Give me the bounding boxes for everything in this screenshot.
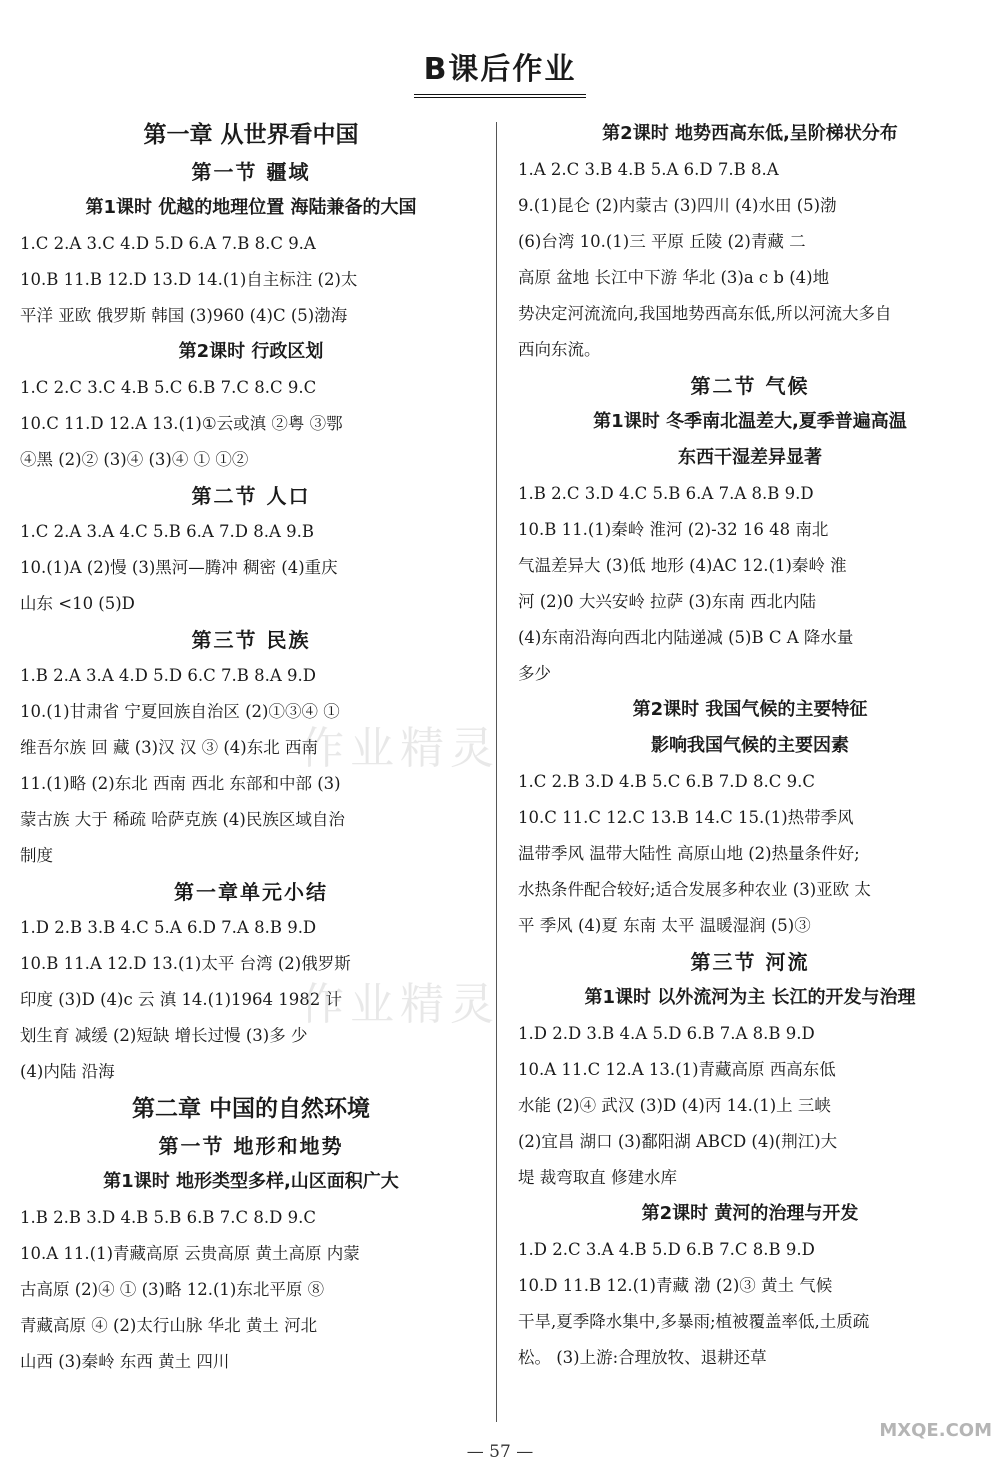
answer-line: 10.A 11.(1)青藏高原 云贵高原 黄土高原 内蒙 [20, 1244, 360, 1263]
answer-line: 10.(1)A (2)慢 (3)黑河—腾冲 稠密 (4)重庆 [20, 558, 338, 577]
answer-line: 青藏高原 ④ (2)太行山脉 华北 黄土 河北 [20, 1316, 318, 1335]
answer-line: (2)宜昌 湖口 (3)鄱阳湖 ABCD (4)(荆江)大 [518, 1132, 838, 1151]
answer-line: 1.D 2.B 3.B 4.C 5.A 6.D 7.A 8.B 9.D [20, 918, 317, 937]
answer-line: 1.A 2.C 3.B 4.B 5.A 6.D 7.B 8.A [518, 160, 779, 179]
answer-line: 1.B 2.C 3.D 4.C 5.B 6.A 7.A 8.B 9.D [518, 484, 814, 503]
answer-line: 10.C 11.C 12.C 13.B 14.C 15.(1)热带季风 [518, 808, 854, 827]
answer-line: 水热条件配合较好;适合发展多种农业 (3)亚欧 太 [518, 880, 871, 899]
lesson-heading: 第1课时 地形类型多样,山区面积广大 [103, 1171, 399, 1192]
lesson-heading: 影响我国气候的主要因素 [651, 735, 849, 756]
answer-line: 平 季风 (4)夏 东南 太平 温暖湿润 (5)③ [518, 916, 811, 935]
answer-line: 10.B 11.(1)秦岭 淮河 (2)-32 16 48 南北 [518, 520, 829, 539]
answer-line: 1.D 2.C 3.A 4.B 5.D 6.B 7.C 8.B 9.D [518, 1240, 815, 1259]
answer-line: 10.B 11.B 12.D 13.D 14.(1)自主标注 (2)太 [20, 270, 358, 289]
answer-line: 10.(1)甘肃省 宁夏回族自治区 (2)①③④ ① [20, 702, 340, 721]
answer-line: 水能 (2)④ 武汉 (3)D (4)丙 14.(1)上 三峡 [518, 1096, 831, 1115]
answer-line: 1.C 2.A 3.A 4.C 5.B 6.A 7.D 8.A 9.B [20, 522, 315, 541]
answer-line: 山西 (3)秦岭 东西 黄土 四川 [20, 1352, 230, 1371]
lesson-heading: 东西干湿差异显著 [678, 447, 822, 468]
answer-line: 河 (2)0 大兴安岭 拉萨 (3)东南 西北内陆 [518, 592, 816, 611]
answer-line: 1.C 2.B 3.D 4.B 5.C 6.B 7.D 8.C 9.C [518, 772, 815, 791]
section-heading: 第二节 气候 [690, 374, 810, 398]
watermark: 作业精灵 [300, 723, 500, 774]
section-heading: 第一节 疆域 [191, 160, 311, 184]
answer-line: 蒙古族 大于 稀疏 哈萨克族 (4)民族区域自治 [20, 810, 345, 829]
answer-line: 印度 (3)D (4)c 云 滇 14.(1)1964 1982 计 [20, 990, 343, 1009]
site-logo: MXQE.COM [879, 1420, 992, 1441]
answer-line: 维吾尔族 回 藏 (3)汉 汉 ③ (4)东北 西南 [20, 738, 318, 757]
lesson-heading: 第2课时 地势西高东低,呈阶梯状分布 [602, 123, 898, 144]
left-column [20, 116, 482, 1380]
lesson-heading: 第1课时 冬季南北温差大,夏季普遍高温 [593, 411, 907, 432]
answer-line: 多少 [518, 664, 551, 683]
answer-line: 山东 <10 (5)D [20, 594, 135, 613]
answer-line: 松。 (3)上游:合理放牧、退耕还草 [518, 1348, 767, 1367]
lesson-heading: 第2课时 行政区划 [178, 341, 324, 362]
answer-line: 10.A 11.C 12.A 13.(1)青藏高原 西高东低 [518, 1060, 836, 1079]
answer-line: 1.B 2.A 3.A 4.D 5.D 6.C 7.B 8.A 9.D [20, 666, 316, 685]
answer-line: 干旱,夏季降水集中,多暴雨;植被覆盖率低,土质疏 [518, 1312, 870, 1331]
answer-line: 1.D 2.D 3.B 4.A 5.D 6.B 7.A 8.B 9.D [518, 1024, 815, 1043]
answer-line: 势决定河流流向,我国地势西高东低,所以河流大多自 [518, 304, 892, 323]
answer-line: 平洋 亚欧 俄罗斯 韩国 (3)960 (4)C (5)渤海 [20, 306, 348, 325]
answer-line: 高原 盆地 长江中下游 华北 (3)a c b (4)地 [518, 268, 830, 287]
answer-line: 古高原 (2)④ ① (3)略 12.(1)东北平原 ⑧ [20, 1280, 325, 1299]
answer-line: 划生育 减缓 (2)短缺 增长过慢 (3)多 少 [20, 1026, 308, 1045]
answer-line: 温带季风 温带大陆性 高原山地 (2)热量条件好; [518, 844, 860, 863]
lesson-heading: 第1课时 优越的地理位置 海陆兼备的大国 [85, 197, 417, 218]
answer-line: 1.B 2.B 3.D 4.B 5.B 6.B 7.C 8.D 9.C [20, 1208, 316, 1227]
section-heading: 第一节 地形和地势 [158, 1134, 344, 1158]
answer-line: (4)东南沿海向西北内陆递减 (5)B C A 降水量 [518, 628, 854, 647]
answer-line: 9.(1)昆仑 (2)内蒙古 (3)四川 (4)水田 (5)渤 [518, 196, 837, 215]
section-heading: 第三节 民族 [191, 628, 311, 652]
answer-line: 制度 [20, 846, 53, 865]
watermark: 作业精灵 [300, 979, 500, 1030]
page-number: — 57 — [466, 1442, 534, 1462]
answer-line: 10.C 11.D 12.A 13.(1)①云或滇 ②粤 ③鄂 [20, 414, 343, 433]
answer-line: 堤 裁弯取直 修建水库 [518, 1168, 677, 1187]
section-heading: 第一章单元小结 [174, 880, 328, 904]
lesson-heading: 第1课时 以外流河为主 长江的开发与治理 [584, 987, 916, 1008]
answer-line: (6)台湾 10.(1)三 平原 丘陵 (2)青藏 二 [518, 232, 806, 251]
answer-line: 西向东流。 [518, 340, 601, 359]
page-title: B课后作业 [0, 44, 1000, 98]
right-column [518, 116, 982, 1376]
column-divider [496, 122, 497, 1422]
answer-line: 气温差异大 (3)低 地形 (4)AC 12.(1)秦岭 淮 [518, 556, 847, 575]
answer-line: (4)内陆 沿海 [20, 1062, 115, 1081]
answer-line: 11.(1)略 (2)东北 西南 西北 东部和中部 (3) [20, 774, 341, 793]
lesson-heading: 第2课时 我国气候的主要特征 [632, 699, 868, 720]
lesson-heading: 第2课时 黄河的治理与开发 [641, 1203, 859, 1224]
answer-line: 1.C 2.C 3.C 4.B 5.C 6.B 7.C 8.C 9.C [20, 378, 317, 397]
answer-line: 10.B 11.A 12.D 13.(1)太平 台湾 (2)俄罗斯 [20, 954, 351, 973]
section-heading: 第三节 河流 [690, 950, 810, 974]
answer-line: ④黑 (2)② (3)④ (3)④ ① ①② [20, 450, 249, 469]
answer-line: 10.D 11.B 12.(1)青藏 渤 (2)③ 黄土 气候 [518, 1276, 833, 1295]
chapter-heading: 第一章 从世界看中国 [143, 122, 359, 148]
answer-line: 1.C 2.A 3.C 4.D 5.D 6.A 7.B 8.C 9.A [20, 234, 316, 253]
chapter-heading: 第二章 中国的自然环境 [131, 1096, 370, 1122]
section-heading: 第二节 人口 [191, 484, 311, 508]
